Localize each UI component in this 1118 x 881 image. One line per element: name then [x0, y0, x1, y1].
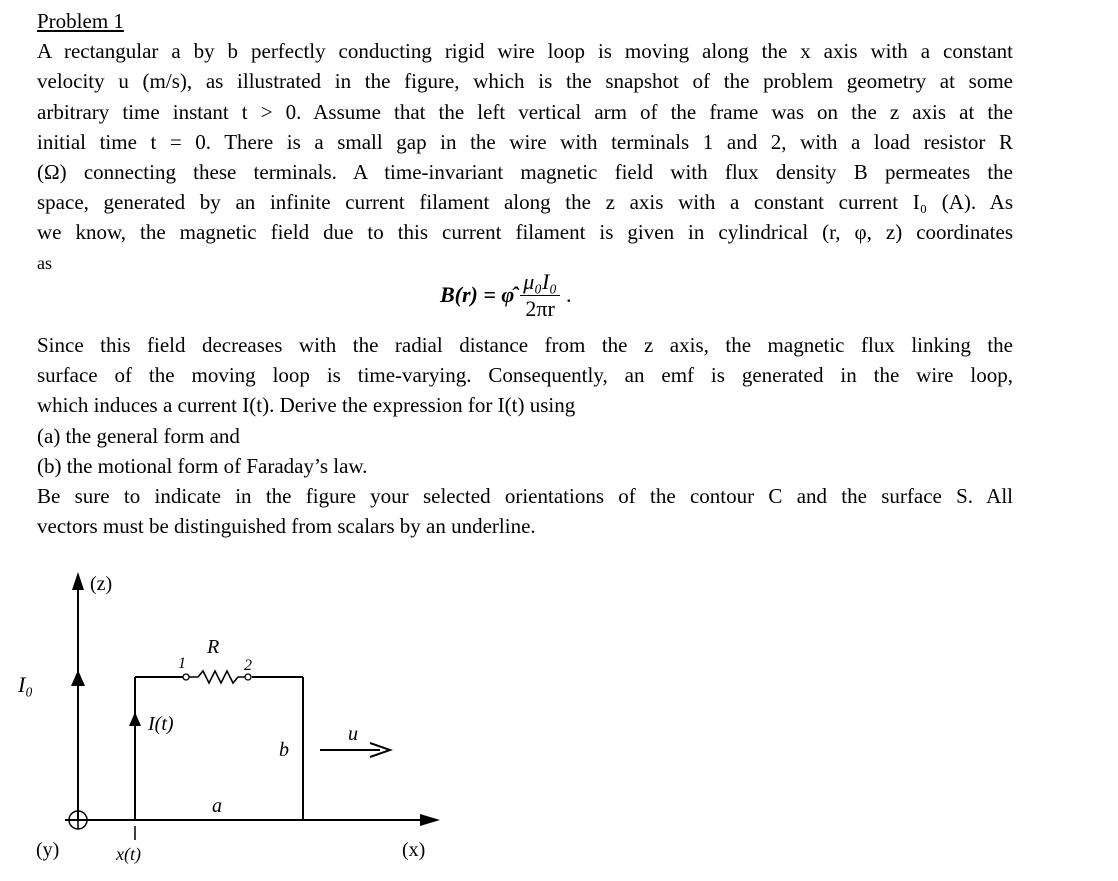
resistor-icon — [189, 671, 245, 683]
velocity-label: u — [348, 723, 358, 745]
p1-line: arbitrary time instant t > 0. Assume that the left vertical arm of the frame was on the z axis at the — [37, 99, 1013, 124]
resistor-label: R — [207, 636, 220, 658]
equation-denominator: 2πr — [525, 295, 555, 321]
loop-current-label: I(t) — [148, 713, 174, 735]
problem-text-2 — [37, 330, 1013, 541]
y-label: (y) — [36, 839, 60, 861]
equation-fraction — [520, 269, 560, 322]
terminal-2-label: 2 — [244, 657, 252, 674]
terminal-1-label: 1 — [178, 655, 186, 672]
problem-title: Problem 1 — [37, 9, 124, 33]
p1-line: A rectangular a by b perfectly conducting rigid wire loop is moving along the x axis with a constant — [37, 39, 1013, 64]
loop-current-arrow-icon — [129, 712, 141, 726]
problem-text — [37, 6, 1013, 278]
side-b-label: b — [279, 739, 289, 761]
list-item: (a) the general form and — [37, 423, 240, 448]
p1-line: initial time t = 0. There is a small gap in the wire with terminals 1 and 2, with a load resistor R — [37, 129, 1013, 154]
x-axis-arrow-icon — [420, 814, 440, 826]
x-label: (x) — [402, 839, 426, 861]
p2-line: Since this field decreases with the radial distance from the z axis, the magnetic flux linking the — [37, 333, 1013, 357]
z-axis-arrow-icon — [72, 572, 84, 590]
p1-line: we know, the magnetic field due to this current filament is given in cylindrical (r, φ, z) coordinates — [37, 220, 1013, 245]
as-word: as — [37, 252, 52, 273]
terminal-1-icon — [183, 674, 189, 680]
p1-line: space, generated by an infinite current filament along the z axis with a constant current I₀ (A). As — [37, 190, 1013, 215]
loop-figure — [0, 560, 520, 881]
p1-line: (Ω) connecting these terminals. A time-invariant magnetic field with flux density B permeates the — [37, 160, 1013, 185]
equation-lhs: B(r) = φ̂ — [440, 282, 515, 307]
p2-line: surface of the moving loop is time-varying. Consequently, an emf is generated in the wire loop, — [37, 363, 1013, 388]
equation-end: . — [565, 282, 572, 307]
paragraph-1 — [37, 36, 1013, 247]
z-label: (z) — [90, 573, 113, 595]
side-a-label: a — [212, 795, 222, 817]
list-item: (b) the motional form of Faraday’s law. — [37, 453, 368, 478]
current-label: I₀ — [18, 672, 33, 697]
p3-line: Be sure to indicate in the figure your selected orientations of the contour C and the surface S. All — [37, 484, 1013, 509]
position-label: x(t) — [116, 844, 141, 864]
field-equation — [440, 266, 571, 324]
p2-line: which induces a current I(t). Derive the expression for I(t) using — [37, 393, 576, 418]
terminal-2-icon — [245, 674, 251, 680]
p1-line: velocity u (m/s), as illustrated in the figure, which is the snapshot of the problem geometry at some — [37, 69, 1013, 94]
p3-line: vectors must be distinguished from scalars by an underline. — [37, 514, 536, 539]
equation-numerator: μ₀I₀ — [520, 269, 560, 296]
current-arrow-icon — [71, 670, 85, 686]
